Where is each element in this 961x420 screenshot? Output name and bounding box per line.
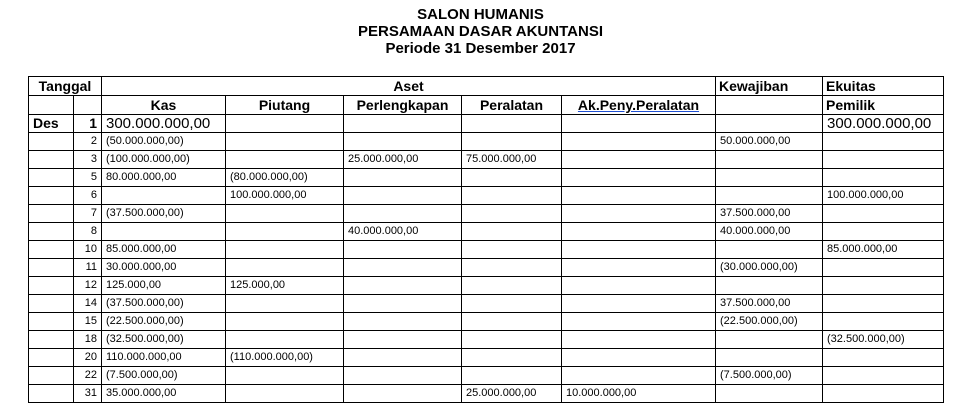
table-row xyxy=(29,349,944,367)
cell-piutang xyxy=(226,223,344,241)
cell-month xyxy=(29,259,74,277)
cell-perlengkapan xyxy=(344,313,462,331)
cell-peralatan xyxy=(462,349,562,367)
cell-kas: 85.000.000,00 xyxy=(102,241,226,259)
cell-perlengkapan xyxy=(344,205,462,223)
report-period: Periode 31 Desember 2017 xyxy=(385,40,576,57)
cell-perlengkapan xyxy=(344,349,462,367)
cell-day: 7 xyxy=(74,205,102,223)
cell-day: 3 xyxy=(74,151,102,169)
header-kewajiban: Kewajiban xyxy=(716,77,823,96)
cell-piutang: 125.000,00 xyxy=(226,277,344,295)
cell-kas: (100.000.000,00) xyxy=(102,151,226,169)
cell-perlengkapan xyxy=(344,367,462,385)
cell-day: 18 xyxy=(74,331,102,349)
cell-ekuitas xyxy=(823,259,944,277)
cell-day: 11 xyxy=(74,259,102,277)
cell-perlengkapan xyxy=(344,385,462,403)
cell-peralatan xyxy=(462,331,562,349)
table-row xyxy=(29,259,944,277)
cell-peralatan xyxy=(462,205,562,223)
cell-akpeny xyxy=(562,205,716,223)
cell-month xyxy=(29,169,74,187)
cell-peralatan xyxy=(462,367,562,385)
cell-akpeny xyxy=(562,367,716,385)
cell-month xyxy=(29,367,74,385)
cell-akpeny xyxy=(562,115,716,133)
table-row xyxy=(29,133,944,151)
cell-month xyxy=(29,349,74,367)
cell-piutang xyxy=(226,313,344,331)
cell-month xyxy=(29,241,74,259)
cell-kewajiban xyxy=(716,241,823,259)
table-row xyxy=(29,241,944,259)
table-row xyxy=(29,367,944,385)
cell-ekuitas: 300.000.000,00 xyxy=(823,115,944,133)
header-perlengkapan: Perlengkapan xyxy=(344,96,462,115)
cell-ekuitas xyxy=(823,277,944,295)
cell-month xyxy=(29,151,74,169)
cell-piutang xyxy=(226,241,344,259)
cell-peralatan xyxy=(462,169,562,187)
header-row-2 xyxy=(29,96,944,115)
cell-ekuitas xyxy=(823,313,944,331)
header-ekuitas: Ekuitas xyxy=(823,77,944,96)
cell-ekuitas xyxy=(823,385,944,403)
cell-piutang xyxy=(226,385,344,403)
cell-kewajiban xyxy=(716,115,823,133)
company-name: SALON HUMANIS xyxy=(417,6,544,23)
cell-kewajiban: (7.500.000,00) xyxy=(716,367,823,385)
cell-month xyxy=(29,133,74,151)
cell-perlengkapan xyxy=(344,115,462,133)
cell-kas: 35.000.000,00 xyxy=(102,385,226,403)
cell-ekuitas xyxy=(823,349,944,367)
cell-day: 14 xyxy=(74,295,102,313)
cell-kewajiban xyxy=(716,151,823,169)
cell-ekuitas: 100.000.000,00 xyxy=(823,187,944,205)
table-row xyxy=(29,115,944,133)
cell-ekuitas xyxy=(823,133,944,151)
cell-piutang xyxy=(226,133,344,151)
cell-month xyxy=(29,223,74,241)
cell-piutang xyxy=(226,331,344,349)
cell-peralatan xyxy=(462,241,562,259)
cell-day: 22 xyxy=(74,367,102,385)
cell-piutang: (110.000.000,00) xyxy=(226,349,344,367)
cell-perlengkapan: 25.000.000,00 xyxy=(344,151,462,169)
header-empty xyxy=(29,96,74,115)
cell-ekuitas xyxy=(823,295,944,313)
cell-kewajiban: (22.500.000,00) xyxy=(716,313,823,331)
cell-perlengkapan xyxy=(344,133,462,151)
cell-kas: 125.000,00 xyxy=(102,277,226,295)
cell-peralatan xyxy=(462,295,562,313)
cell-akpeny xyxy=(562,241,716,259)
cell-month: Des xyxy=(29,115,74,133)
table-row xyxy=(29,277,944,295)
cell-kas: (22.500.000,00) xyxy=(102,313,226,331)
cell-kewajiban: 50.000.000,00 xyxy=(716,133,823,151)
cell-akpeny xyxy=(562,169,716,187)
cell-kewajiban xyxy=(716,331,823,349)
cell-peralatan xyxy=(462,277,562,295)
cell-piutang: (80.000.000,00) xyxy=(226,169,344,187)
cell-kewajiban xyxy=(716,385,823,403)
cell-kas: (32.500.000,00) xyxy=(102,331,226,349)
cell-akpeny xyxy=(562,187,716,205)
cell-day: 5 xyxy=(74,169,102,187)
cell-perlengkapan xyxy=(344,241,462,259)
cell-day: 8 xyxy=(74,223,102,241)
cell-day: 12 xyxy=(74,277,102,295)
table-row xyxy=(29,385,944,403)
table-row xyxy=(29,169,944,187)
cell-kewajiban xyxy=(716,349,823,367)
cell-akpeny xyxy=(562,151,716,169)
table-row xyxy=(29,313,944,331)
cell-day: 1 xyxy=(74,115,102,133)
cell-kas: 30.000.000,00 xyxy=(102,259,226,277)
table-row xyxy=(29,223,944,241)
cell-kas: 300.000.000,00 xyxy=(102,115,226,133)
header-row-1 xyxy=(29,77,944,96)
cell-ekuitas: 85.000.000,00 xyxy=(823,241,944,259)
cell-perlengkapan xyxy=(344,277,462,295)
cell-day: 6 xyxy=(74,187,102,205)
header-ekuitas-pemilik: Pemilik xyxy=(823,96,944,115)
cell-ekuitas: (32.500.000,00) xyxy=(823,331,944,349)
cell-peralatan xyxy=(462,133,562,151)
cell-piutang xyxy=(226,205,344,223)
cell-kewajiban xyxy=(716,277,823,295)
report-title: PERSAMAAN DASAR AKUNTANSI xyxy=(357,23,603,40)
accounting-equation-table xyxy=(28,76,944,403)
cell-month xyxy=(29,331,74,349)
header-piutang: Piutang xyxy=(226,96,344,115)
cell-ekuitas xyxy=(823,367,944,385)
cell-piutang xyxy=(226,259,344,277)
cell-piutang xyxy=(226,295,344,313)
cell-akpeny xyxy=(562,331,716,349)
cell-akpeny xyxy=(562,223,716,241)
header-aset: Aset xyxy=(102,77,716,96)
cell-ekuitas xyxy=(823,223,944,241)
header-empty xyxy=(716,96,823,115)
cell-day: 15 xyxy=(74,313,102,331)
cell-kas: (37.500.000,00) xyxy=(102,295,226,313)
table-row xyxy=(29,187,944,205)
cell-ekuitas xyxy=(823,169,944,187)
cell-kas xyxy=(102,187,226,205)
cell-ekuitas xyxy=(823,151,944,169)
cell-perlengkapan xyxy=(344,331,462,349)
cell-ekuitas xyxy=(823,205,944,223)
cell-month xyxy=(29,205,74,223)
cell-kas: 110.000.000,00 xyxy=(102,349,226,367)
table-row xyxy=(29,331,944,349)
cell-perlengkapan: 40.000.000,00 xyxy=(344,223,462,241)
cell-akpeny xyxy=(562,349,716,367)
cell-day: 31 xyxy=(74,385,102,403)
cell-akpeny xyxy=(562,277,716,295)
cell-month xyxy=(29,277,74,295)
cell-piutang xyxy=(226,151,344,169)
header-empty xyxy=(74,96,102,115)
cell-day: 20 xyxy=(74,349,102,367)
cell-piutang: 100.000.000,00 xyxy=(226,187,344,205)
cell-perlengkapan xyxy=(344,295,462,313)
title-block xyxy=(0,6,961,57)
cell-akpeny xyxy=(562,259,716,277)
cell-kewajiban: (30.000.000,00) xyxy=(716,259,823,277)
cell-kas: 80.000.000,00 xyxy=(102,169,226,187)
header-peralatan: Peralatan xyxy=(462,96,562,115)
cell-piutang xyxy=(226,367,344,385)
cell-peralatan xyxy=(462,259,562,277)
cell-akpeny xyxy=(562,313,716,331)
cell-peralatan xyxy=(462,223,562,241)
header-tanggal: Tanggal xyxy=(29,77,102,96)
cell-peralatan xyxy=(462,313,562,331)
cell-piutang xyxy=(226,115,344,133)
cell-perlengkapan xyxy=(344,259,462,277)
cell-kas: (37.500.000,00) xyxy=(102,205,226,223)
cell-month xyxy=(29,295,74,313)
cell-peralatan xyxy=(462,115,562,133)
cell-kewajiban: 40.000.000,00 xyxy=(716,223,823,241)
cell-peralatan: 25.000.000,00 xyxy=(462,385,562,403)
cell-akpeny xyxy=(562,133,716,151)
cell-akpeny: 10.000.000,00 xyxy=(562,385,716,403)
cell-kewajiban: 37.500.000,00 xyxy=(716,205,823,223)
cell-perlengkapan xyxy=(344,187,462,205)
cell-day: 10 xyxy=(74,241,102,259)
cell-month xyxy=(29,187,74,205)
cell-kas: (7.500.000,00) xyxy=(102,367,226,385)
header-akpeny: Ak.Peny.Peralatan xyxy=(562,96,716,115)
cell-day: 2 xyxy=(74,133,102,151)
cell-kas: (50.000.000,00) xyxy=(102,133,226,151)
cell-month xyxy=(29,385,74,403)
cell-akpeny xyxy=(562,295,716,313)
table-row xyxy=(29,205,944,223)
cell-perlengkapan xyxy=(344,169,462,187)
cell-kewajiban xyxy=(716,169,823,187)
cell-peralatan xyxy=(462,187,562,205)
table-row xyxy=(29,295,944,313)
cell-kewajiban xyxy=(716,187,823,205)
cell-kas xyxy=(102,223,226,241)
cell-kewajiban: 37.500.000,00 xyxy=(716,295,823,313)
table-row xyxy=(29,151,944,169)
header-kas: Kas xyxy=(102,96,226,115)
cell-peralatan: 75.000.000,00 xyxy=(462,151,562,169)
cell-month xyxy=(29,313,74,331)
